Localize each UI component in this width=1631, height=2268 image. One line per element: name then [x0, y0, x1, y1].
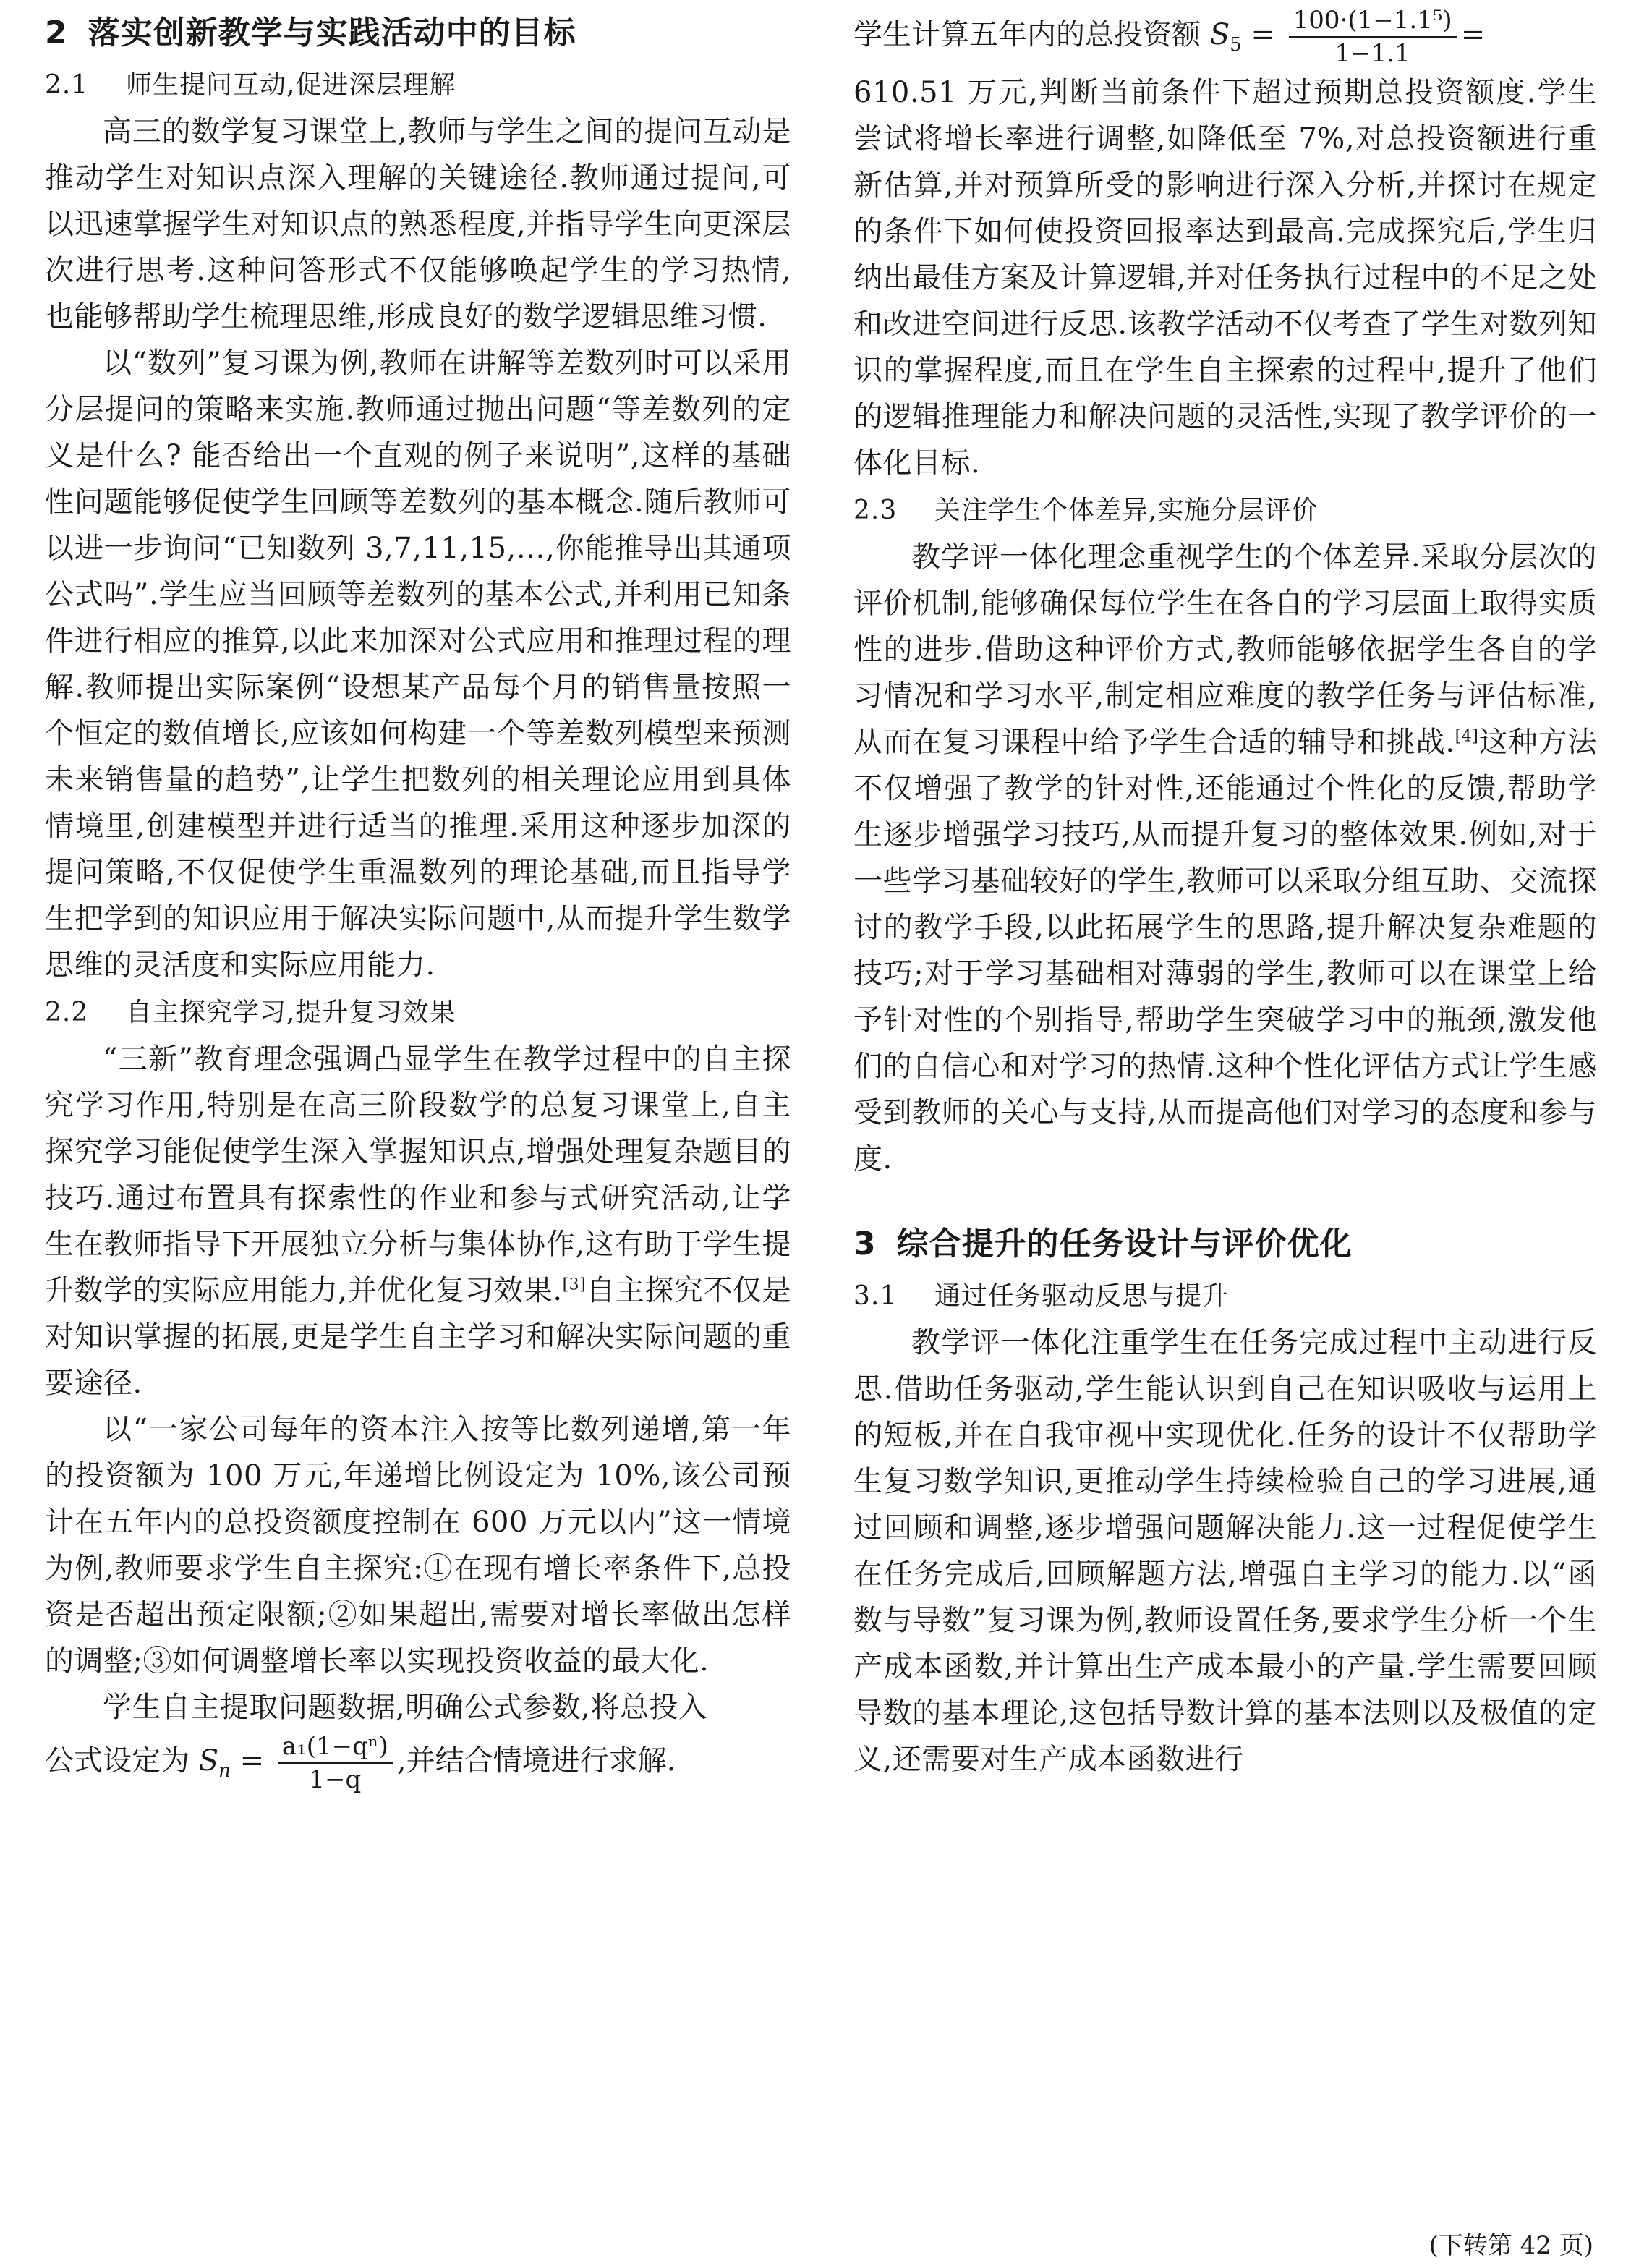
paragraph: 学生自主提取问题数据,明确公式参数,将总投入 — [103, 1691, 708, 1724]
formula-equals: = — [1460, 18, 1486, 51]
subsection-number: 3.1 — [853, 1281, 898, 1311]
section-2-heading — [45, 10, 791, 56]
subsection-2-3-heading — [853, 489, 1597, 532]
paragraph-text: 这种方法不仅增强了教学的针对性,还能通过个性化的反馈,帮助学生逐步增强学习技巧,从而提升复习的整体效果.例如,对于一些学习基础较好的学生,教师可以采取分组互助、交流探讨的教学手段,以此拓展学生的思路,提升解决复杂难题的技巧;对于学习基础相对薄弱的学生,教师可以在课堂上给予针对性的个别指导,帮助学生突破学习中的瓶颈,激发他们的自信心和对学习的热情.这种个性化评估方式让学生感受到教师的关心与支持,从而提高他们对学习的态度和参与度. — [853, 726, 1597, 1176]
paragraph: 610.51 万元,判断当前条件下超过预期总投资额度.学生尝试将增长率进行调整,如降低至 7%,对总投资额进行重新估算,并对预算所受的影响进行深入分析,并探讨在规定的条件下如何使投资回报率达到最高.完成探究后,学生归纳出最佳方案及计算逻辑,并对任务执行过程中的不足之处和改进空间进行反思.该教学活动不仅考查了学生对数列知识的掌握程度,而且在学生自主探索的过程中,提升了他们的逻辑推理能力和解决问题的灵活性,实现了教学评价的一体化目标. — [853, 76, 1597, 480]
subsection-number: 2.2 — [45, 998, 89, 1027]
formula-variable: S — [198, 1744, 219, 1778]
formula-text: ,并结合情境进行求解. — [396, 1744, 676, 1778]
formula-line — [853, 4, 1597, 69]
fraction-numerator: a₁(1−qⁿ) — [278, 1730, 393, 1764]
subsection-title: 自主探究学习,提升复习效果 — [126, 998, 456, 1027]
paragraph-text: 教学评一体化理念重视学生的个体差异.采取分层次的评价机制,能够确保每位学生在各自的学习层面上取得实质性的进步.借助这种评价方式,教师能够依据学生各自的学习情况和学习水平,制定相应难度的教学任务与评估标准,从而在复习课程中给予学生合适的辅导和挑战. — [853, 540, 1597, 759]
paragraph: 以“数列”复习课为例,教师在讲解等差数列时可以采用分层提问的策略来实施.教师通过抛出问题“等差数列的定义是什么? 能否给出一个直观的例子来说明”,这样的基础性问题能够促使学生回顾等差数列的基本概念.随后教师可以进一步询问“已知数列 3,7,11,15,…,你能推导出其通项公式吗”.学生应当回顾等差数列的基本公式,并利用已知条件进行相应的推算,以此来加深对公式应用和推理过程的理解.教师提出实际案例“设想某产品每个月的销售量按照一个恒定的数值增长,应该如何构建一个等差数列模型来预测未来销售量的趋势”,让学生把数列的相关理论应用到具体情境里,创建模型并进行适当的推理.采用这种逐步加深的提问策略,不仅促使学生重温数列的理论基础,而且指导学生把学到的知识应用于解决实际问题中,从而提升学生数学思维的灵活度和实际应用能力. — [45, 347, 791, 982]
paragraph: 教学评一体化注重学生在任务完成过程中主动进行反思.借助任务驱动,学生能认识到自己在知识吸收与运用上的短板,并在自我审视中实现优化.任务的设计不仅帮助学生复习数学知识,更推动学生持续检验自己的学习进展,通过回顾和调整,逐步增强问题解决能力.这一过程促使学生在任务完成后,回顾解题方法,增强自主学习的能力.以“函数与导数”复习课为例,教师设置任务,要求学生分析一个生产成本函数,并计算出生产成本最小的产量.学生需要回顾导数的基本理论,这包括导数计算的基本法则以及极值的定义,还需要对生产成本函数进行 — [853, 1326, 1597, 1776]
subsection-3-1-heading — [853, 1275, 1597, 1318]
paragraph: 高三的数学复习课堂上,教师与学生之间的提问互动是推动学生对知识点深入理解的关键途径.教师通过提问,可以迅速掌握学生对知识点的熟悉程度,并指导学生向更深层次进行思考.这种问答形式不仅能够唤起学生的学习热情,也能够帮助学生梳理思维,形成良好的数学逻辑思维习惯. — [45, 115, 791, 334]
citation-ref: [3] — [562, 1275, 587, 1294]
fraction-numerator: 100·(1−1.1⁵) — [1289, 4, 1457, 38]
citation-ref: [4] — [1455, 727, 1479, 746]
section-number: 2 — [45, 14, 68, 51]
subsection-2-1-heading — [45, 64, 791, 107]
formula-fraction — [278, 1730, 393, 1796]
formula-text: 学生计算五年内的总投资额 — [853, 18, 1201, 51]
formula-line — [45, 1730, 791, 1796]
section-3-heading — [853, 1221, 1597, 1267]
formula-subscript: n — [218, 1760, 231, 1782]
section-title: 综合提升的任务设计与评价优化 — [896, 1226, 1353, 1262]
subsection-title: 师生提问互动,促进深层理解 — [126, 70, 456, 100]
paragraph: 以“一家公司每年的资本注入按等比数列递增,第一年的投资额为 100 万元,年递增比例设定为 10%,该公司预计在五年内的总投资额度控制在 600 万元以内”这一情境为例,教师要求学生自主探究:①在现有增长率条件下,总投资是否超出预定限额;②如果超出,需要对增长率做出怎样的调整;③如何调整增长率以实现投资收益的最大化. — [45, 1413, 791, 1678]
formula-text: 公式设定为 — [45, 1744, 189, 1778]
fraction-denominator: 1−q — [309, 1765, 362, 1794]
left-column — [45, 0, 791, 1796]
paragraph-text: 自主探究不仅是对知识掌握的拓展,更是学生自主学习和解决实际问题的重要途径. — [45, 1274, 791, 1400]
formula-equals: = — [1251, 18, 1275, 51]
paragraph — [853, 534, 1597, 1182]
formula-variable: S — [1209, 18, 1230, 51]
formula-subscript: 5 — [1230, 34, 1242, 56]
formula-fraction — [1289, 4, 1457, 69]
subsection-title: 关注学生个体差异,实施分层评价 — [934, 496, 1319, 525]
formula-equals: = — [239, 1744, 265, 1778]
subsection-2-2-heading — [45, 991, 791, 1035]
subsection-number: 2.3 — [853, 496, 898, 525]
subsection-number: 2.1 — [45, 70, 89, 100]
fraction-denominator: 1−1.1 — [1334, 39, 1410, 68]
paragraph-text: “三新”教育理念强调凸显学生在教学过程中的自主探究学习作用,特别是在高三阶段数学的总复习课堂上,自主探究学习能促使学生深入掌握知识点,增强处理复杂题目的技巧.通过布置具有探索性的作业和参与式研究活动,让学生在教师指导下开展独立分析与集体协作,这有助于学生提升数学的实际应用能力,并优化复习效果. — [45, 1042, 791, 1307]
paragraph — [45, 1036, 791, 1406]
section-number: 3 — [853, 1226, 877, 1262]
continued-note: (下转第 42 页) — [1428, 2231, 1593, 2260]
section-title: 落实创新教学与实践活动中的目标 — [88, 14, 576, 51]
right-column — [853, 0, 1597, 1783]
subsection-title: 通过任务驱动反思与提升 — [934, 1281, 1230, 1311]
